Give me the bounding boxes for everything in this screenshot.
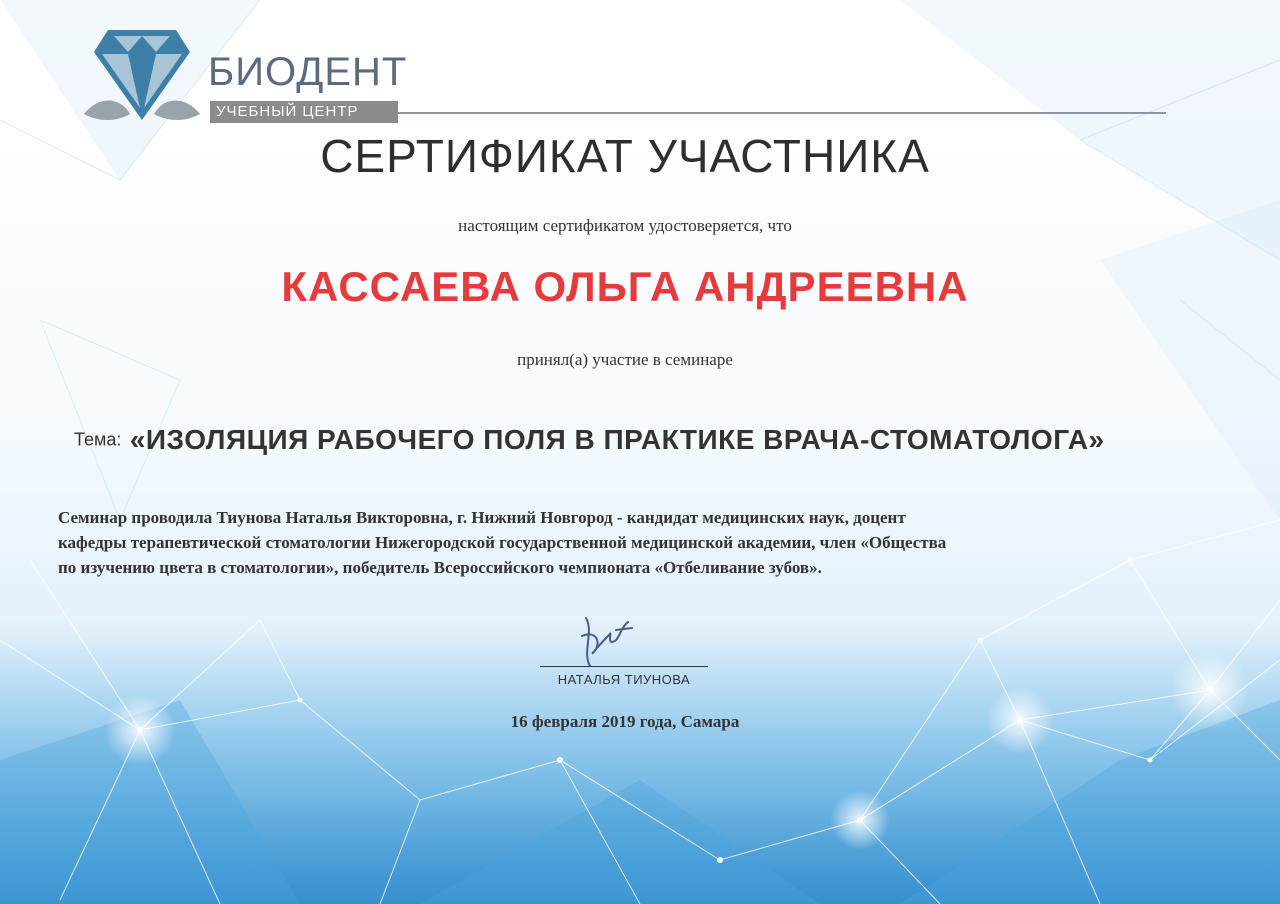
seminar-description — [58, 505, 1198, 580]
handwritten-signature — [572, 612, 642, 672]
logo-name: БИОДЕНТ — [208, 50, 408, 94]
description-line: Семинар проводила Тиунова Наталья Викторовна, г. Нижний Новгород - кандидат медицинских наук, доцент — [58, 508, 906, 527]
description-line: кафедры терапевтической стоматологии Нижегородской государственной медицинской академии, член «Общества — [58, 533, 947, 552]
participation-text: принял(а) участие в семинаре — [517, 350, 733, 369]
recipient-name: КАССАЕВА ОЛЬГА АНДРЕЕВНА — [281, 263, 969, 310]
signature-line — [540, 666, 708, 667]
logo-subtitle: УЧЕБНЫЙ ЦЕНТР — [210, 101, 398, 123]
header-divider — [398, 112, 1166, 114]
topic-label: Тема: — [74, 429, 122, 450]
logo — [80, 22, 440, 132]
signatory-name: НАТАЛЬЯ ТИУНОВА — [557, 672, 691, 687]
topic-line — [74, 424, 1184, 456]
intro-text: настоящим сертификатом удостоверяется, что — [458, 216, 792, 235]
date-place: 16 февраля 2019 года, Самара — [510, 712, 740, 731]
description-line: по изучению цвета в стоматологии», победитель Всероссийского чемпионата «Отбеливание зубов». — [58, 558, 822, 577]
topic-title: «ИЗОЛЯЦИЯ РАБОЧЕГО ПОЛЯ В ПРАКТИКЕ ВРАЧА-СТОМАТОЛОГА» — [129, 424, 1105, 455]
certificate-title: СЕРТИФИКАТ УЧАСТНИКА — [320, 130, 930, 182]
diamond-leaves-icon — [80, 22, 205, 132]
